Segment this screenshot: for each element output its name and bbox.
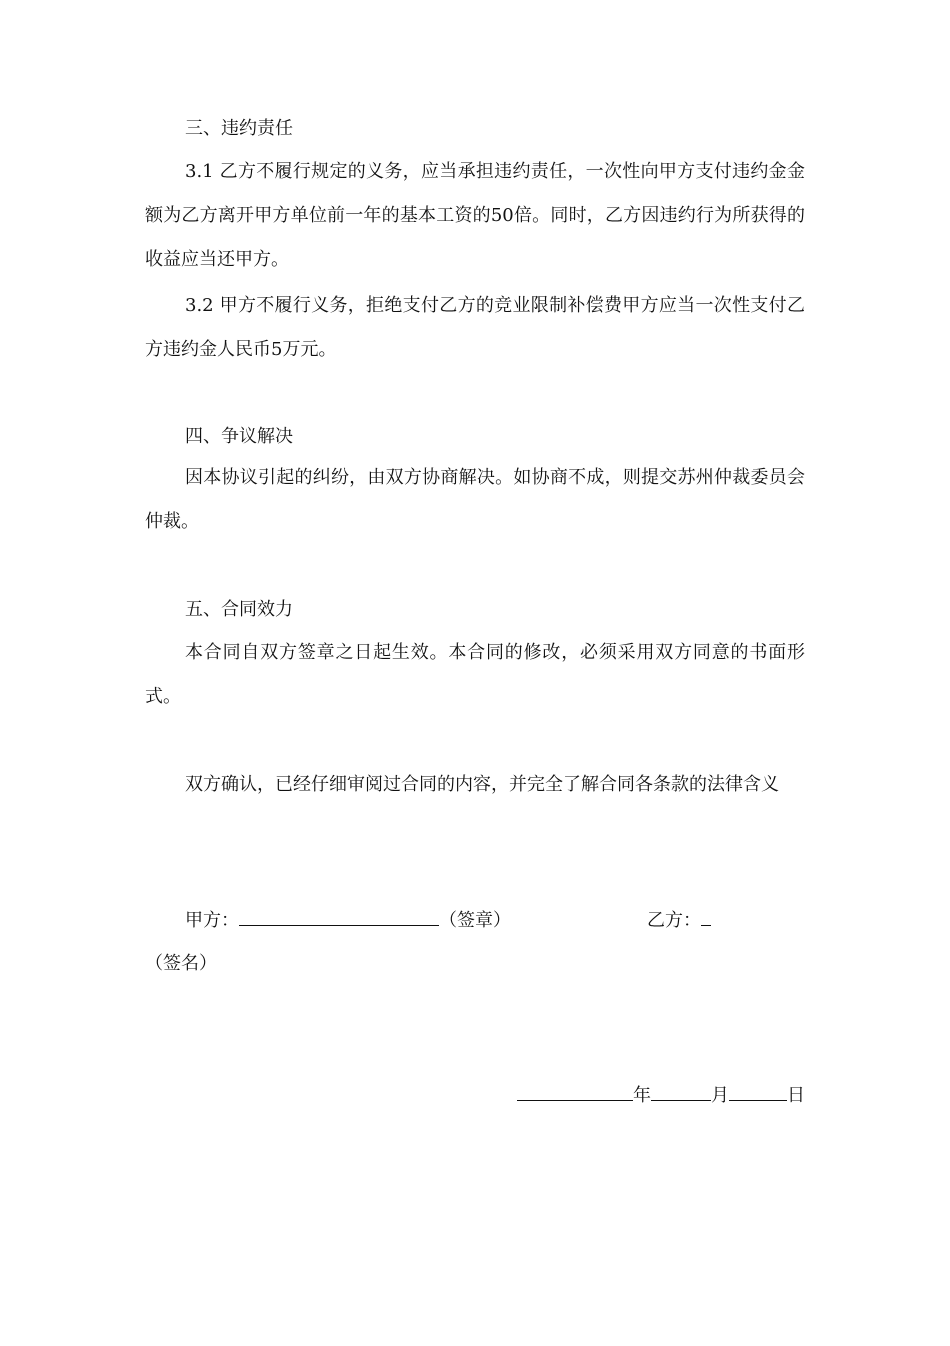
party-b-row: [647, 907, 711, 931]
month-label: 月: [711, 1085, 729, 1106]
year-label: 年: [633, 1085, 651, 1106]
paragraph-3-2: 3.2 甲方不履行义务，拒绝支付乙方的竞业限制补偿费甲方应当一次性支付乙方违约金人民币5万元。: [145, 295, 805, 360]
paragraph-effect: 本合同自双方签章之日起生效。本合同的修改，必须采用双方同意的书面形式。: [145, 642, 805, 707]
confirmation-text: 双方确认，已经仔细审阅过合同的内容，并完全了解合同各条款的法律含义: [185, 774, 779, 795]
section-heading: 四、争议解决: [185, 426, 293, 447]
year-field[interactable]: [517, 1082, 633, 1101]
party-a-sign-field[interactable]: [239, 907, 439, 926]
paragraph-3-1: 3.1 乙方不履行规定的义务，应当承担违约责任，一次性向甲方支付违约金金额为乙方离开甲方单位前一年的基本工资的50倍。同时，乙方因违约行为所获得的收益应当还甲方。: [145, 161, 805, 270]
party-b-suffix: （签名）: [145, 953, 217, 974]
day-label: 日: [787, 1085, 805, 1106]
party-b-sign-field[interactable]: [701, 907, 711, 926]
section-heading: 五、合同效力: [185, 599, 293, 620]
date-row: [517, 1082, 805, 1106]
signature-row: [185, 907, 511, 931]
section-heading: 三、违约责任: [185, 118, 293, 139]
party-a-label: 甲方：: [185, 910, 239, 931]
party-a-suffix: （签章）: [439, 910, 511, 931]
month-field[interactable]: [651, 1082, 711, 1101]
paragraph-dispute: 因本协议引起的纠纷，由双方协商解决。如协商不成，则提交苏州仲裁委员会仲裁。: [145, 467, 805, 532]
day-field[interactable]: [729, 1082, 787, 1101]
party-b-label: 乙方：: [647, 910, 701, 931]
